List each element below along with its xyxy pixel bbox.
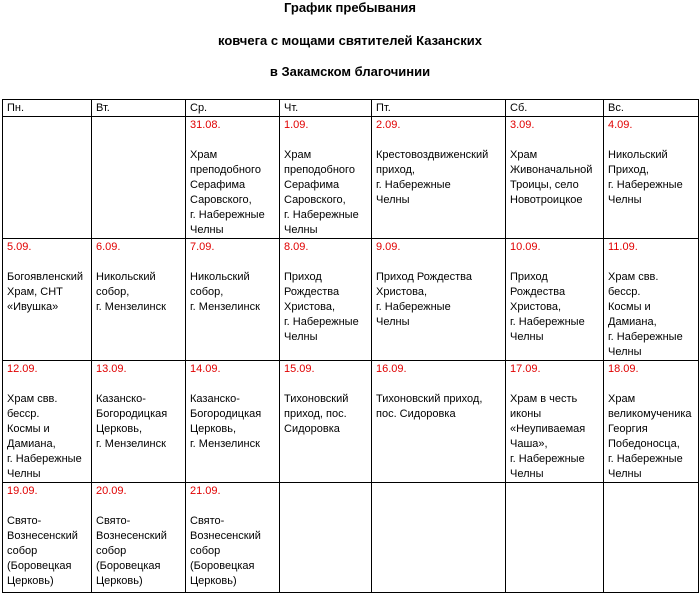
church-name: Приход Рождества Христова, г. Набережные Челны — [510, 271, 585, 343]
church-name: Свято- Вознесенский собор (Боровецкая Церковь) — [190, 515, 261, 587]
day-cell — [92, 239, 186, 361]
date-label: 12.09. — [7, 363, 38, 375]
header-row — [3, 100, 699, 117]
date-label: 7.09. — [190, 241, 215, 253]
date-label: 1.09. — [284, 119, 309, 131]
day-cell — [280, 483, 372, 593]
title-line-2: ковчега с мощами святителей Казанских — [218, 33, 482, 48]
day-cell — [92, 483, 186, 593]
date-label: 19.09. — [7, 485, 38, 497]
day-header: Чт. — [280, 100, 372, 117]
date-label: 6.09. — [96, 241, 121, 253]
day-cell — [280, 361, 372, 483]
church-name: Приход Рождества Христова, г. Набережные Челны — [376, 271, 473, 328]
date-label: 31.08. — [190, 119, 221, 131]
date-label: 3.09. — [510, 119, 535, 131]
day-cell — [3, 361, 92, 483]
church-name: Храм преподобного Серафима Саровского, г. Набережные Челны — [190, 149, 265, 236]
church-name: Тихоновский приход, пос. Сидоровка — [284, 393, 349, 435]
day-cell — [280, 239, 372, 361]
day-cell — [372, 117, 506, 239]
church-name: Храм в честь иконы «Неупиваемая Чаша», г. Набережные Челны — [510, 393, 586, 480]
day-header: Ср. — [186, 100, 280, 117]
day-cell — [92, 117, 186, 239]
day-cell — [280, 117, 372, 239]
date-label: 5.09. — [7, 241, 32, 253]
church-name: Храм великомученика Георгия Победоносца, г. Набережные Челны — [608, 393, 692, 480]
church-name: Храм свв. бесср. Космы и Дамиана, г. Набережные Челны — [608, 271, 683, 358]
day-cell — [372, 239, 506, 361]
title-line-1: График пребывания — [284, 0, 416, 15]
date-label: 11.09. — [608, 241, 638, 253]
day-cell — [604, 117, 699, 239]
date-label: 15.09. — [284, 363, 315, 375]
week-row — [3, 117, 699, 239]
day-cell — [506, 361, 604, 483]
day-cell — [604, 239, 699, 361]
date-label: 13.09. — [96, 363, 127, 375]
day-cell — [3, 239, 92, 361]
day-cell — [92, 361, 186, 483]
church-name: Храм свв. бесср. Космы и Дамиана, г. Набережные Челны — [7, 393, 82, 480]
church-name: Казанско- Богородицкая Церковь, г. Мензелинск — [190, 393, 262, 450]
date-label: 10.09. — [510, 241, 541, 253]
date-label: 4.09. — [608, 119, 633, 131]
day-cell — [506, 239, 604, 361]
day-cell — [506, 117, 604, 239]
church-name: Тихоновский приход, пос. Сидоровка — [376, 393, 483, 420]
day-cell — [3, 117, 92, 239]
church-name: Богоявленский Храм, СНТ «Ивушка» — [7, 271, 83, 313]
day-header: Вт. — [92, 100, 186, 117]
church-name: Никольский собор, г. Мензелинск — [190, 271, 260, 313]
date-label: 21.09. — [190, 485, 221, 497]
church-name: Крестовоздвиженский приход, г. Набережные Челны — [376, 149, 489, 206]
day-cell — [186, 239, 280, 361]
day-header: Вс. — [604, 100, 699, 117]
day-cell — [186, 117, 280, 239]
date-label: 16.09. — [376, 363, 407, 375]
day-header: Пт. — [372, 100, 506, 117]
day-cell — [604, 483, 699, 593]
day-header: Пн. — [3, 100, 92, 117]
week-row — [3, 483, 699, 593]
date-label: 2.09. — [376, 119, 401, 131]
date-label: 20.09. — [96, 485, 127, 497]
day-cell — [372, 483, 506, 593]
day-cell — [186, 483, 280, 593]
schedule-body — [3, 117, 699, 593]
date-label: 14.09. — [190, 363, 221, 375]
church-name: Казанско- Богородицкая Церковь, г. Мензелинск — [96, 393, 168, 450]
church-name: Никольский собор, г. Мензелинск — [96, 271, 166, 313]
day-cell — [372, 361, 506, 483]
date-label: 8.09. — [284, 241, 309, 253]
church-name: Никольский Приход, г. Набережные Челны — [608, 149, 683, 206]
church-name: Храм преподобного Серафима Саровского, г. Набережные Челны — [284, 149, 359, 236]
date-label: 9.09. — [376, 241, 401, 253]
date-label: 17.09. — [510, 363, 541, 375]
title-line-3: в Закамском благочинии — [269, 64, 431, 79]
day-cell — [186, 361, 280, 483]
day-cell — [604, 361, 699, 483]
church-name: Приход Рождества Христова, г. Набережные Челны — [284, 271, 359, 343]
day-cell — [3, 483, 92, 593]
church-name: Храм Живоначальной Троицы, село Новотроицкое — [510, 149, 593, 206]
date-label: 18.09. — [608, 363, 639, 375]
week-row — [3, 239, 699, 361]
church-name: Свято- Вознесенский собор (Боровецкая Церковь) — [7, 515, 78, 587]
church-name: Свято- Вознесенский собор (Боровецкая Церковь) — [96, 515, 167, 587]
schedule-table — [2, 99, 699, 593]
week-row — [3, 361, 699, 483]
day-cell — [506, 483, 604, 593]
day-header: Сб. — [506, 100, 604, 117]
